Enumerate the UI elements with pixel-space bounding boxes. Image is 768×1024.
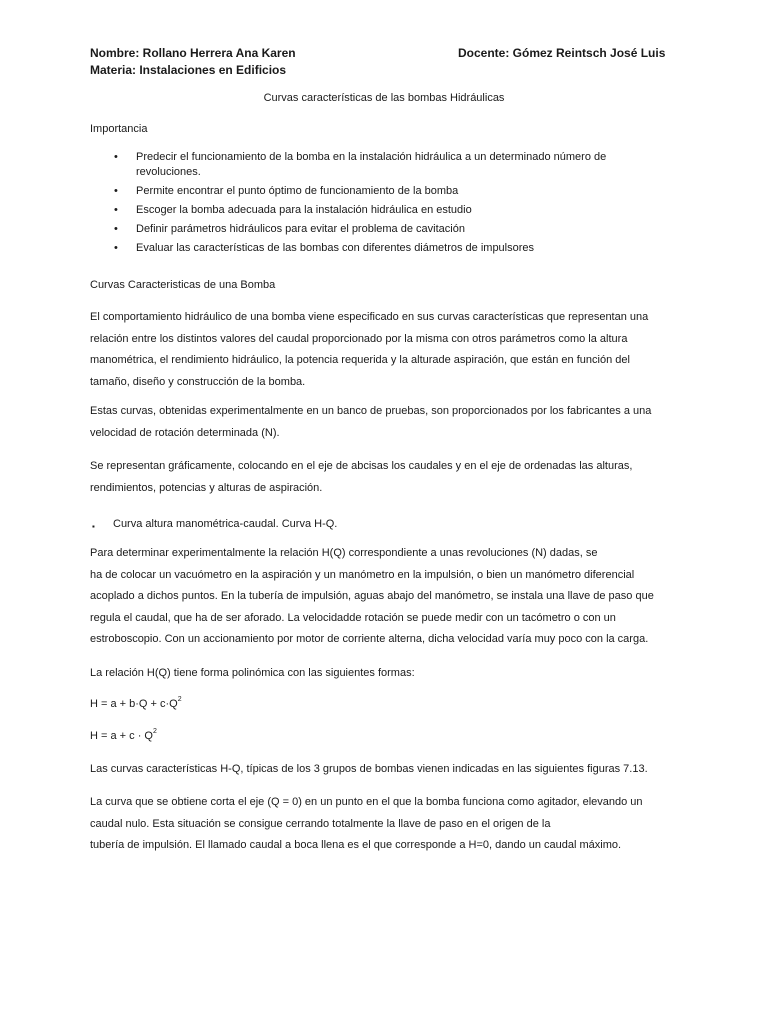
document-title: Curvas características de las bombas Hidráulicas <box>263 92 505 104</box>
subsection-heading: Curva altura manométrica-caudal. Curva H-Q. <box>113 518 338 530</box>
student-name: Nombre: Rollano Herrera Ana Karen <box>90 46 296 60</box>
bullet-icon: • <box>114 185 118 197</box>
bullet-icon: • <box>114 242 118 254</box>
list-item: • Predecir el funcionamiento de la bomba en la instalación hidráulica a un determinado número de revoluciones. <box>114 151 607 178</box>
bullet-icon: • <box>114 223 118 235</box>
list-item: • Escoger la bomba adecuada para la instalación hidráulica en estudio <box>114 204 472 216</box>
square-bullet-icon: ▪ <box>92 522 95 531</box>
equation-2: $H = a + c \cdot Q^2$ <box>90 728 157 742</box>
list-item: • Permite encontrar el punto óptimo de funcionamiento de la bomba <box>114 185 459 197</box>
curves-heading: Curvas Caracteristicas de una Bomba <box>90 279 276 291</box>
importance-list <box>90 150 690 260</box>
paragraph-behavior: El comportamiento hidráulico de una bomba viene especificado en sus curvas características que representan una relación entre los distintos valores del caudal proporcionado por la misma con otros parámetros como la altura manométrica, el rendimiento hidráulico, la potencia requerida y la alturade aspiración, que están en función del tamaño, diseño y construcción de la bomba. <box>90 311 649 388</box>
subject-name: Materia: Instalaciones en Edificios <box>90 63 287 77</box>
paragraph-procedure: Para determinar experimentalmente la relación H(Q) correspondiente a unas revoluciones (N) dadas, se ha de colocar un vacuómetro en la aspiración y un manómetro en la impulsión, o bien un manómetro diferencial acoplado a dichos puntos. En la tubería de impulsión, aguas abajo del manómetro, se instala una llave de paso que regula el caudal, que ha de ser aforado. La velocidadde rotación se puede medir con un tacómetro o con un estroboscopio. Con un accionamiento por motor de corriente alterna, dicha velocidad varía muy poco con la carga. <box>90 547 654 645</box>
list-item: • Definir parámetros hidráulicos para evitar el problema de cavitación <box>114 223 465 235</box>
teacher-name: Docente: Gómez Reintsch José Luis <box>458 46 666 60</box>
paragraph-polynomial: La relación H(Q) tiene forma polinómica con las siguientes formas: <box>90 667 415 679</box>
equation-1: $H = a + b\cdot Q + c\cdot Q^2$ <box>90 696 182 710</box>
list-item: • Evaluar las características de las bombas con diferentes diámetros de impulsores <box>114 242 535 254</box>
bullet-icon: • <box>114 204 118 216</box>
importance-heading: Importancia <box>90 123 148 135</box>
bullet-icon: • <box>114 151 118 163</box>
paragraph-experimental: Estas curvas, obtenidas experimentalmente en un banco de pruebas, son proporcionados por los fabricantes a una velocidad de rotación determinada (N). <box>90 405 652 439</box>
paragraph-curve-cut: La curva que se obtiene corta el eje (Q = 0) en un punto en el que la bomba funciona como agitador, elevando un caudal nulo. Esta situación se consigue cerrando totalmente la llave de paso en el origen de la tubería de impulsión. El llamado caudal a boca llena es el que corresponde a H=0, dando un caudal máximo. <box>90 796 643 851</box>
paragraph-representation: Se representan gráficamente, colocando en el eje de abcisas los caudales y en el eje de ordenadas las alturas, rendimientos, potencias y alturas de aspiración. <box>90 460 633 494</box>
paragraph-figures: Las curvas características H-Q, típicas de los 3 grupos de bombas vienen indicadas en las siguientes figuras 7.13. <box>90 763 648 775</box>
